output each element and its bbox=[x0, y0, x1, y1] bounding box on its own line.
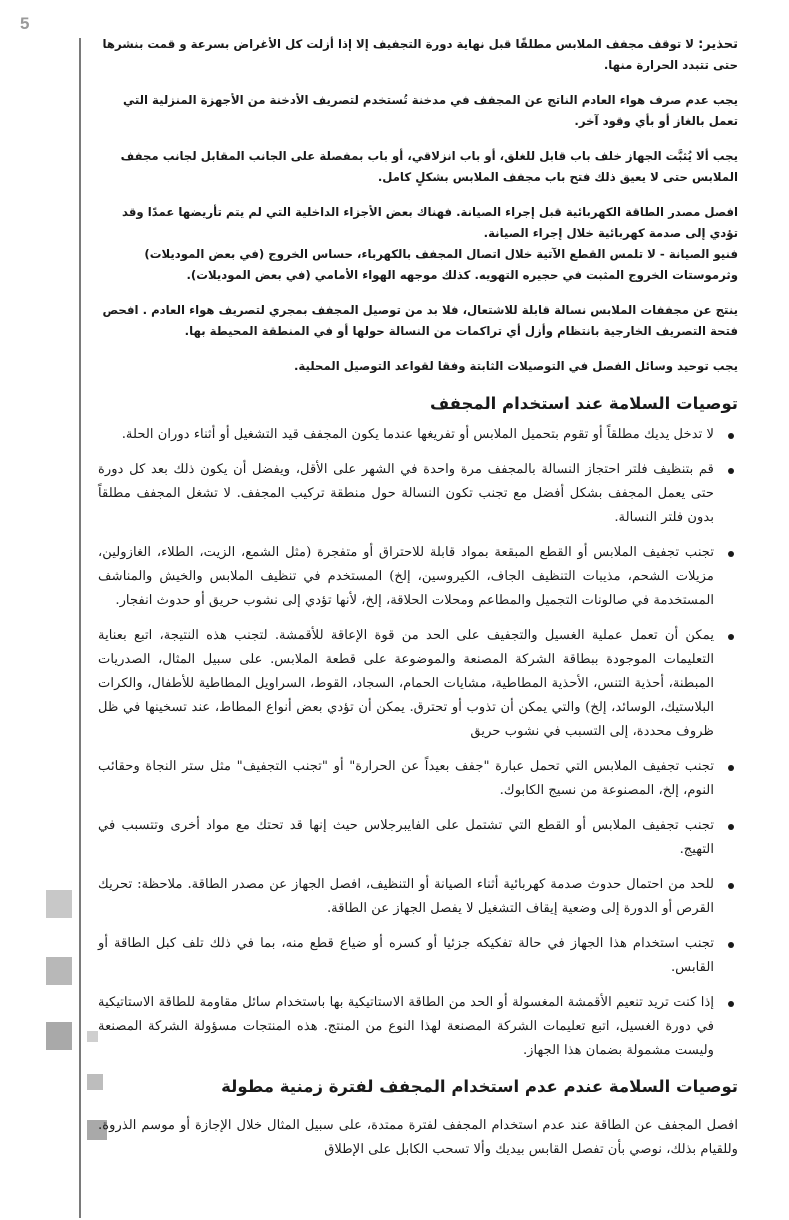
decorative-square bbox=[87, 1031, 98, 1042]
body-paragraph: افصل المجفف عن الطاقة عند عدم استخدام المجفف لفترة ممتدة، على سبيل المثال خلال الإجازة أو موسم الذروة. وللقيام بذلك، نوصي بأن تفصل القابس بيديك وألا تسحب الكابل على الإطلاق bbox=[98, 1118, 738, 1157]
bullet-icon bbox=[728, 824, 734, 830]
list-item: تجنب تجفيف الملابس أو القطع المبقعة بمواد قابلة للاحتراق أو متفجرة (مثل الشمع، الزيت، الطلاء، الغازولين، مزيلات الشحم، مذيبات التنظيف الجاف، الكيروسين، إلخ) المستخدم في تنظيف الملابس والخيش والمناشف المستخدمة في صالونات التجميل والمطاعم ومحلات الحلاقة، إلخ، لأنها تؤدي إلى نشوب حريق أو حدوث انفجار. bbox=[98, 541, 738, 613]
chapter-tab-marker bbox=[46, 1022, 72, 1050]
section-heading: توصيات السلامة عندم عدم استخدام المجفف لفترة زمنية مطولة bbox=[221, 1077, 738, 1096]
list-item: إذا كنت تريد تنعيم الأقمشة المغسولة أو الحد من الطاقة الاستاتيكية بها باستخدام سائل مقاومة للطاقة الاستاتيكية في دورة الغسيل، اتبع تعليمات الشركة المصنعة لهذا النوع من المنتج. هذه المنتجات مسؤولة الشركة المصنعة وليست مشمولة بضمان هذا الجهاز. bbox=[98, 991, 738, 1063]
list-item: لا تدخل يديك مطلقاً أو تقوم بتحميل الملابس أو تفريغها عندما يكون المجفف قيد التشغيل أو أثناء دوران الحلة. bbox=[98, 423, 738, 447]
warning-label: تحذير: bbox=[698, 37, 738, 52]
warning-paragraph: تحذير: لا توقف مجفف الملابس مطلقًا قبل نهاية دورة التجفيف إلا إذا أزلت كل الأغراض بسرعة و قمت بنشرها حتى تتبدد الحرارة منها. bbox=[102, 37, 738, 72]
warning-paragraph: فنيو الصيانة - لا تلمس القطع الآتية خلال اتصال المجفف بالكهرباء، حساس الخروج (في بعض الموديلات) وثرموستات الخروج المثبت في حجيره التهويه. كذلك موجهه الهواء الأمامي (في بعض الموديلات). bbox=[144, 247, 738, 282]
bullet-icon bbox=[728, 634, 734, 640]
page-number: 5 bbox=[20, 14, 30, 33]
list-item: يمكن أن تعمل عملية الغسيل والتجفيف على الحد من قوة الإعاقة للأقمشة. لتجنب هذه النتيجة، اتبع بعناية التعليمات الموجودة ببطاقة الشركة المصنعة والموضوعة على قطعة الملابس. على سبيل المثال، الصدريات المبطنة، أحذية التنس، الأحذية المطاطية، مشايات الحمام، السجاد، القوط، السراويل المطاطية للأطفال، والكرات البلاستيك، الوسائد، إلخ) والتي يمكن أن تذوب أو تحترق. يمكن أن تؤدي بعض أنواع المطاط، عند تسخينها في ظل ظروف محددة، إلى التسبب في نشوب حريق bbox=[98, 624, 738, 744]
warning-paragraph: يجب ألا يُثبَّت الجهاز خلف باب قابل للغلق، أو باب انزلاقي، أو باب بمفصلة على الجانب المقابل لجانب مجفف الملابس حتى لا يعيق ذلك فتح باب مجفف الملابس بشكلٍ كامل. bbox=[120, 149, 738, 184]
safety-list bbox=[98, 423, 738, 1063]
margin-divider bbox=[79, 38, 81, 1218]
list-item: تجنب استخدام هذا الجهاز في حالة تفكيكه جزئيا أو كسره أو ضياع قطع منه، بما في ذلك تلف كبل الطاقة أو القابس. bbox=[98, 932, 738, 980]
bullet-icon bbox=[728, 883, 734, 889]
bullet-icon bbox=[728, 551, 734, 557]
chapter-tab-marker bbox=[46, 890, 72, 918]
document-body bbox=[98, 34, 738, 1162]
warning-paragraph: ينتج عن مجففات الملابس نسالة قابلة للاشتعال، فلا بد من توصيل المجفف بمجري لتصريف هواء العادم . افحص فتحة التصريف الخارجية بانتظام وأزل أي تراكمات من النسالة حولها أو في المنطقة المحيطة بها. bbox=[102, 303, 738, 338]
bullet-icon bbox=[728, 942, 734, 948]
list-item: تجنب تجفيف الملابس التي تحمل عبارة "جفف بعيداً عن الحرارة" أو "تجنب التجفيف" مثل ستر النجاة وحقائب النوم، إلخ، المصنوعة من نسيج الكابوك. bbox=[98, 755, 738, 803]
bullet-icon bbox=[728, 1001, 734, 1007]
warning-paragraph: يجب توحيد وسائل الفصل في التوصيلات الثابتة وفقا لقواعد التوصيل المحلية. bbox=[293, 359, 738, 373]
section-heading: توصيات السلامة عند استخدام المجفف bbox=[429, 394, 738, 413]
bullet-icon bbox=[728, 468, 734, 474]
warning-paragraph: يجب عدم صرف هواء العادم الناتج عن المجفف في مدخنة تُستخدم لتصريف الأدخنة من الأجهزة المنزلية التي تعمل بالغاز أو بأي وقود آخر. bbox=[123, 93, 738, 128]
bullet-icon bbox=[728, 765, 734, 771]
warnings-block bbox=[98, 34, 738, 377]
list-item: للحد من احتمال حدوث صدمة كهربائية أثناء الصيانة أو التنظيف، افصل الجهاز عن مصدر الطاقة. ملاحظة: تحريك القرص أو الدورة إلى وضعية إيقاف التشغيل لا يفصل الجهاز عن الطاقة. bbox=[98, 873, 738, 921]
list-item: تجنب تجفيف الملابس أو القطع التي تشتمل على الفايبرجلاس حيث إنها قد تحتك مع مواد أخرى وتتسبب في التهيج. bbox=[98, 814, 738, 862]
bullet-icon bbox=[728, 433, 734, 439]
warning-paragraph: افصل مصدر الطاقة الكهربائية قبل إجراء الصيانة. فهناك بعض الأجزاء الداخلية التي لم يتم تأريضها عمدًا وقد تؤدي إلى صدمة كهربائية خلال إجراء الصيانة. bbox=[122, 205, 738, 240]
chapter-tab-marker bbox=[46, 957, 72, 985]
list-item: قم بتنظيف فلتر احتجاز النسالة بالمجفف مرة واحدة في الشهر على الأقل، ويفضل أن يكون ذلك بعد كل دورة حتى يعمل المجفف بشكل أفضل مع تجنب تكون النسالة حول منطقة تركيب المجفف. لا تشغل المجفف مطلقاً بدون فلتر النسالة. bbox=[98, 458, 738, 530]
